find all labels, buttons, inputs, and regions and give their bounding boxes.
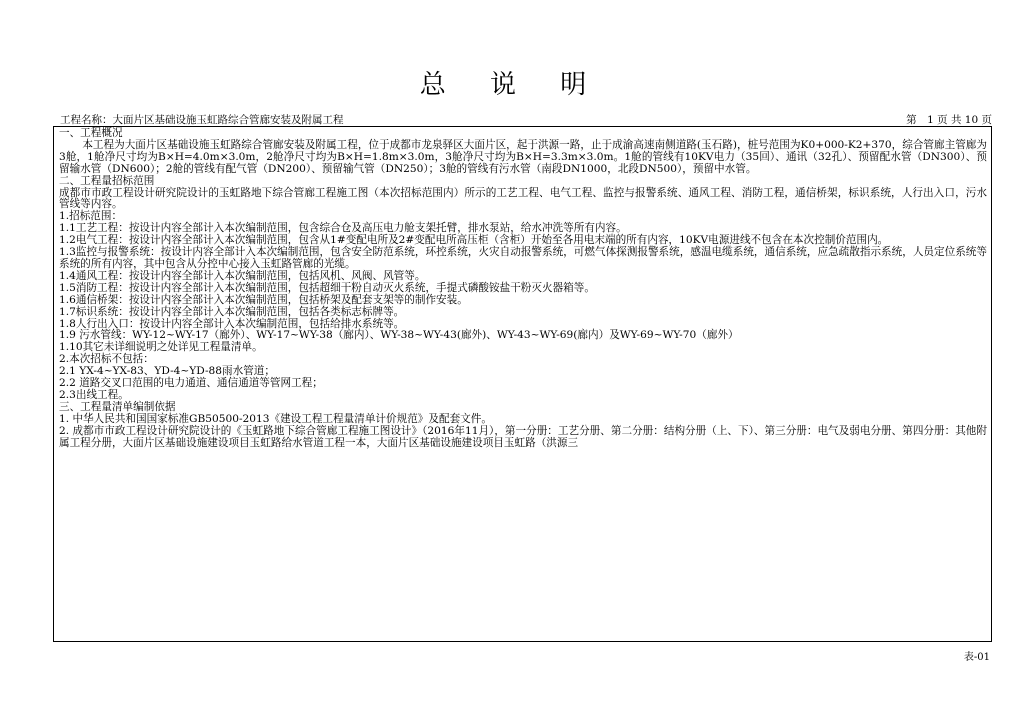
paragraph: 成都市市政工程设计研究院设计的玉虹路地下综合管廊工程施工图（本次招标范围内）所示的工艺工程、电气工程、监控与报警系统、通风工程、消防工程，通信桥架，标识系统，人行出入口，污水管线等内容。 [59, 186, 987, 211]
list-item: 1.3监控与报警系统：按设计内容全部计入本次编制范围，包含安全防范系统，环控系统，火灾自动报警系统，可燃气体探测报警系统，感温电缆系统，通信系统，应急疏散指示系统，人员定位系统等系统的所有内容，其中包含从分控中心接入玉虹路管廊的光缆。 [59, 246, 987, 270]
list-item: 1.6通信桥架：按设计内容全部计入本次编制范围，包括桥架及配套支架等的制作安装。 [59, 293, 468, 306]
list-item: 2. 成都市市政工程设计研究院设计的《玉虹路地下综合管廊工程施工图设计》（2016年11月），第一分册：工艺分册、第二分册：结构分册（上、下）、第三分册：电气及弱电分册、第四分册：其他附属工程分册，大面片区基础设施建设项目玉虹路给水管道工程一本，大面片区基础设施建设项目玉虹路（洪源三 [59, 424, 987, 449]
form-number: 表-01 [963, 652, 990, 663]
page-title: 总 说 明 [419, 70, 605, 100]
list-item: 1. 中华人民共和国国家标准GB50500-2013《建设工程工程量清单计价规范》及配套文件。 [59, 412, 492, 425]
list-item: 1.4通风工程：按设计内容全部计入本次编制范围，包括风机、风阀、风管等。 [59, 269, 426, 282]
list-item: 2.3出线工程。 [59, 388, 129, 401]
list-item: 1.2电气工程：按设计内容全部计入本次编制范围，包含从1#变配电所及2#变配电所高压柜（含柜）开始至各用电末端的所有内容，10KV电源进线不包含在本次控制价范围内。 [59, 234, 889, 247]
list-item: 1.7标识系统：按设计内容全部计入本次编制范围，包括各类标志标牌等。 [59, 305, 405, 318]
list-item: 1.8人行出入口：按设计内容全部计入本次编制范围，包括给排水系统等。 [59, 317, 405, 330]
list-item: 1.1工艺工程：按设计内容全部计入本次编制范围，包含综合仓及高压电力舱支架托臂，排水泵站，给水冲洗等所有内容。 [59, 222, 627, 235]
list-item: 1.招标范围： [59, 210, 123, 223]
list-item: 1.5消防工程：按设计内容全部计入本次编制范围，包括超细干粉自动灭火系统，手提式磷酸铵盐干粉灭火器箱等。 [59, 281, 595, 294]
list-item: 1.10其它未详细说明之处详见工程量清单。 [59, 341, 263, 354]
description-text [54, 127, 991, 449]
list-item: 1.9 污水管线：WY-12~WY-17（廊外）、WY-17~WY-38（廊内）、WY-38~WY-43(廊外)、WY-43~WY-69(廊内）及WY-69~WY-70（廊外） [59, 329, 739, 342]
section-heading: 二、工程量招标范围 [59, 174, 155, 187]
page-number: 第 1 页 共 10 页 [906, 114, 992, 126]
section-heading: 一、工程概况 [59, 127, 123, 139]
list-item: 2.1 YX-4~YX-83、YD-4~YD-88雨水管道； [59, 365, 275, 378]
list-item: 2.本次招标不包括： [59, 353, 154, 366]
project-name: 工程名称：大面片区基础设施玉虹路综合管廊安装及附属工程 [60, 114, 344, 126]
paragraph: 本工程为大面片区基础设施玉虹路综合管廊安装及附属工程，位于成都市龙泉驿区大面片区，起于洪源一路，止于成渝高速南侧道路(玉石路)，桩号范围为K0+000-K2+370，综合管廊主管廊为3舱，1舱净尺寸均为B×H=4.0m×3.0m，2舱净尺寸均为B×H=1.8m×3.0m，3舱净尺寸均为B×H=3.3m×3.0m。1舱的管线有10KV电力（35回）、通讯（32孔）、预留配水管（DN300）、预留输水管（DN600）；2舱的管线有配气管（DN200）、预留输气管（DN250）；3舱的管线有污水管（南段DN1000，北段DN500），预留中水管。 [59, 138, 987, 175]
description-box [53, 126, 992, 642]
section-heading: 三、工程量清单编制依据 [59, 400, 176, 413]
list-item: 2.2 道路交叉口范围的电力通道、通信通道等管网工程； [59, 377, 323, 390]
